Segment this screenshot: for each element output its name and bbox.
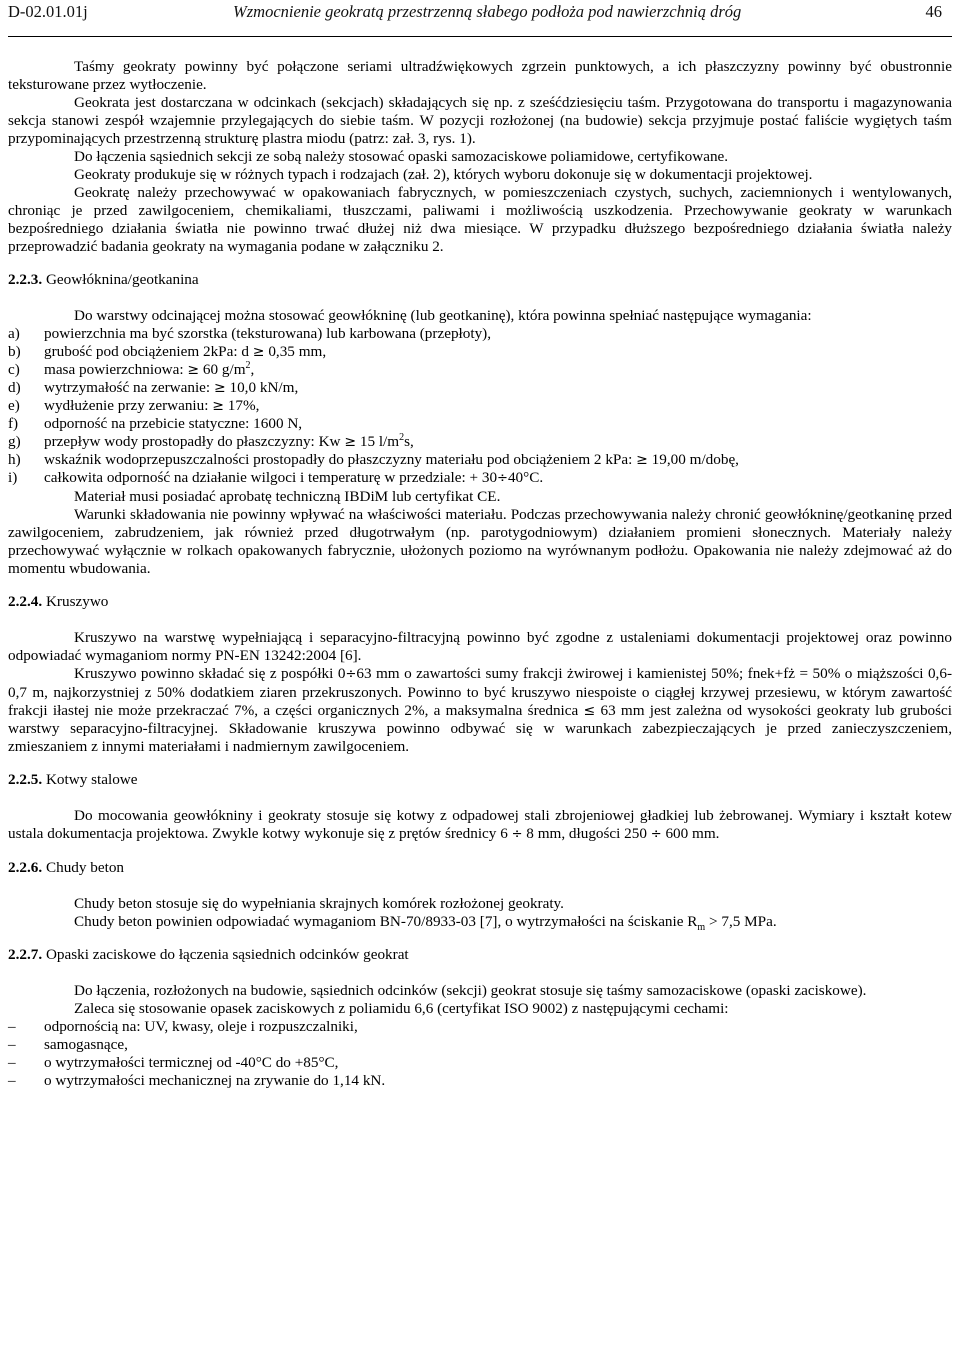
paragraph [8, 807, 952, 844]
bullet-text: o wytrzymałości termicznej od -40°C do +85°C, [44, 1054, 339, 1071]
list-item-text [44, 361, 952, 379]
list-item-label: c) [8, 361, 20, 378]
division-symbol: ÷ [650, 827, 662, 842]
list-item-text [44, 433, 952, 451]
paragraph: Geokratę należy przechowywać w opakowaniach fabrycznych, w pomieszczeniach czystych, suchych, zaciemnionych i wentylowanych, chroniąc je przed zawilgoceniem, chemikaliami, tłuszczami, paliwami i możliwością uszkodzenia. Przechowywanie geokraty w warunkach bezpośredniego działania światła nie powinno trwać dłużej niż dwa miesiące. W przypadku dłuższego bezpośredniego działania światła należy przeprowadzić badania geokraty na wymagania podane w załączniku 2. [8, 184, 952, 255]
text-run: całkowita odporność na działanie wilgoci i temperaturę w przedziale: + 30 [44, 469, 498, 486]
list-item-label: b) [8, 343, 21, 360]
section-heading [8, 859, 952, 877]
text-run: 15 l/m [356, 433, 400, 450]
text-run: 60 g/m [199, 361, 246, 378]
list-item-text [44, 343, 952, 361]
text-run: grubość pod obciążeniem 2kPa: d [44, 343, 253, 360]
subscript: m [697, 922, 706, 934]
text-run: 600 mm. [661, 825, 720, 842]
text-run: 40°C. [507, 469, 544, 486]
section-title: Kotwy stalowe [45, 771, 138, 788]
geq-symbol: ≥ [252, 344, 265, 360]
section-title: Chudy beton [45, 859, 125, 876]
page-body [8, 58, 952, 1090]
list-item-label: h) [8, 451, 21, 468]
list-item [8, 469, 952, 488]
list-item-label: d) [8, 379, 21, 396]
section-title: Opaski zaciskowe do łączenia sąsiednich odcinków geokrat [45, 946, 409, 963]
list-item [8, 433, 952, 451]
bullet-text: o wytrzymałości mechanicznej na zrywanie do 1,14 kN. [44, 1072, 386, 1089]
paragraph: Warunki składowania nie powinny wpływać na właściwości materiału. Podczas przechowywania należy chronić geowłókninę/geotkaninę przed zawilgoceniem, zabrudzeniem, jak również przed długotrwałym (np. parotygodniowym) działaniem promieni słonecznych. Materiały należy przechowywać wyłącznie w rolkach opakowanych fabrycznie, ułożonych poziomo na wyrównanym podłożu. Opakowania nie należy zdejmować aż do momentu wbudowania. [8, 506, 952, 577]
list-item [8, 415, 952, 433]
list-item-text [44, 379, 952, 397]
paragraph: Do łączenia, rozłożonych na budowie, sąsiednich odcinków (sekcji) geokrat stosuje się taśmy samozaciskowe (opaski zaciskowe). [74, 982, 867, 999]
page-number: 46 [925, 2, 942, 21]
text-run: 0,35 mm, [264, 343, 327, 360]
paragraph [8, 913, 952, 934]
geq-symbol: ≥ [213, 380, 226, 396]
geq-symbol: ≥ [212, 398, 224, 414]
dash-bullet: – [8, 1018, 16, 1035]
list-item-label: f) [8, 415, 19, 432]
text-run: Chudy beton powinien odpowiadać wymaganiom BN-70/8933-03 [7], o wytrzymałości na ściskanie R [74, 913, 698, 930]
paragraph [8, 665, 952, 756]
text-run: wskaźnik wodoprzepuszczalności prostopadły do płaszczyzny materiału pod obciążeniem 2 kPa: [44, 451, 637, 468]
list-item [8, 379, 952, 397]
text-run: > 7,5 MPa. [705, 913, 777, 930]
list-item [8, 325, 952, 343]
bullet-text: odpornością na: UV, kwasy, oleje i rozpuszczalniki, [44, 1018, 358, 1035]
division-symbol: ÷ [511, 827, 523, 842]
paragraph: Do warstwy odcinającej można stosować geowłókninę (lub geotkaninę), która powinna spełniać następujące wymagania: [74, 307, 812, 324]
paragraph: Chudy beton stosuje się do wypełniania skrajnych komórek rozłożonej geokraty. [74, 895, 564, 912]
list-item-label: e) [8, 397, 20, 414]
list-item [8, 343, 952, 361]
section-number: 2.2.6. [8, 859, 43, 876]
geq-symbol: ≥ [344, 434, 357, 450]
text-run: 63 mm jest zależna od wysokości geokraty lub grubości warstwy separacyjno-filtracyjnej. Składowanie kruszywa powinno odbywać się w warunkach zabezpieczających je przed zanieczyszczeniem, zmieszaniem z innymi materiałami i nadmiernym zawilgoceniem. [8, 702, 952, 755]
geq-symbol: ≥ [636, 452, 648, 468]
list-item-label: a) [8, 325, 20, 342]
paragraph: Geokrata jest dostarczana w odcinkach (sekcjach) składających się np. z sześćdziesięciu taśm. Przygotowana do transportu i magazynowania sekcja stanowi zespół wzajemnie przylegających do siebie taśm. W pozycji rozłożonej (na budowie) sekcja przyjmuje postać faliście wygiętych taśm przypominających przestrzenną strukturę plastra miodu (patrz: zał. 3, rys. 1). [8, 94, 952, 147]
list-item [8, 451, 952, 469]
section-heading [8, 771, 952, 789]
paragraph: Taśmy geokraty powinny być połączone seriami ultradźwiękowych zgrzein punktowych, a ich płaszczyzny powinny być obustronnie teksturowane przez wytłoczenie. [8, 58, 952, 93]
text-run: 19,00 m/dobę, [647, 451, 739, 468]
section-title: Geowłóknina/geotkanina [45, 271, 199, 288]
paragraph: Do łączenia sąsiednich sekcji ze sobą należy stosować opaski samozaciskowe poliamidowe, certyfikowane. [74, 148, 729, 165]
text-run: , [250, 361, 255, 378]
bullet-item [8, 1072, 952, 1090]
section-number: 2.2.4. [8, 593, 43, 610]
text-run: 63 mm o zawartości sumy frakcji żwirowej i kamienistej 50%; fnek+fż = 50% o miąższości 0,6-0,7 m, najkorzystniej z 50% dodatkiem ziaren przekruszonych. Powinno to być kruszywo niespoiste o ciągłej krzywej przesiewu, w którym zawartość frakcji iłastej nie może przekraczać 7%, a części organicznych 2%, a maksymalna średnica [8, 665, 952, 719]
paragraph: Materiał musi posiadać aprobatę techniczną IBDiM lub certyfikat CE. [74, 488, 501, 505]
section-number: 2.2.5. [8, 771, 43, 788]
dash-bullet: – [8, 1054, 16, 1071]
list-item-text [44, 469, 952, 488]
text-run: 8 mm, długości 250 [522, 825, 651, 842]
text-run: wytrzymałość na zerwanie: [44, 379, 214, 396]
list-item-text: powierzchnia ma być szorstka (teksturowana) lub karbowana (przepłoty), [44, 325, 492, 342]
dash-bullet: – [8, 1036, 16, 1053]
text-run: 10,0 kN/m, [225, 379, 299, 396]
list-item-label: g) [8, 433, 21, 450]
list-item [8, 397, 952, 415]
text-run: Do mocowania geowłókniny i geokraty stosuje się kotwy z odpadowej stali zbrojeniowej gładkiej lub żebrowanej. Wymiary i kształt kotew ustala dokumentacja projektowa. Zwykle kotwy wykonuje się z prętów średnicy 6 [8, 807, 952, 842]
text-run: Kruszywo powinno składać się z pospółki 0 [74, 665, 346, 682]
section-heading [8, 946, 952, 964]
list-item-label: i) [8, 469, 18, 486]
section-number: 2.2.7. [8, 946, 43, 963]
text-run: wydłużenie przy zerwaniu: [44, 397, 213, 414]
text-run: przepływ wody prostopadły do płaszczyzny: Kw [44, 433, 345, 450]
section-title: Kruszywo [45, 593, 109, 610]
list-item-text: odporność na przebicie statyczne: 1600 N, [44, 415, 303, 432]
division-symbol: ÷ [497, 471, 508, 486]
bullet-text: samogasnące, [44, 1036, 128, 1053]
superscript: 2 [245, 359, 251, 371]
superscript: 2 [399, 431, 405, 443]
header-rule [8, 36, 952, 37]
list-item [8, 361, 952, 379]
section-number: 2.2.3. [8, 271, 43, 288]
paragraph: Geokraty produkuje się w różnych typach i rodzajach (zał. 2), których wyboru dokonuje się w dokumentacji projektowej. [74, 166, 813, 183]
document-code: D-02.01.01j [8, 2, 88, 21]
bullet-item [8, 1018, 952, 1036]
list-item-text [44, 397, 952, 415]
text-run: masa powierzchniowa: [44, 361, 188, 378]
leq-symbol: ≤ [583, 703, 596, 719]
paragraph: Zaleca się stosowanie opasek zaciskowych z poliamidu 6,6 (certyfikat ISO 9002) z następującymi cechami: [74, 1000, 729, 1017]
page-header [8, 0, 952, 42]
section-heading [8, 593, 952, 611]
text-run: s, [404, 433, 414, 450]
paragraph: Kruszywo na warstwę wypełniającą i separacyjno-filtracyjną powinno być zgodne z ustaleniami dokumentacji projektowej oraz powinno odpowiadać wymaganiom normy PN-EN 13242:2004 [6]. [8, 629, 952, 664]
bullet-item [8, 1054, 952, 1072]
division-symbol: ÷ [345, 667, 357, 682]
document-title: Wzmocnienie geokratą przestrzenną słabego podłoża pod nawierzchnią dróg [233, 2, 742, 21]
geq-symbol: ≥ [187, 362, 200, 378]
dash-bullet: – [8, 1072, 16, 1089]
section-heading [8, 271, 952, 289]
text-run: 17%, [224, 397, 260, 414]
list-item-text [44, 451, 952, 469]
bullet-item [8, 1036, 952, 1054]
